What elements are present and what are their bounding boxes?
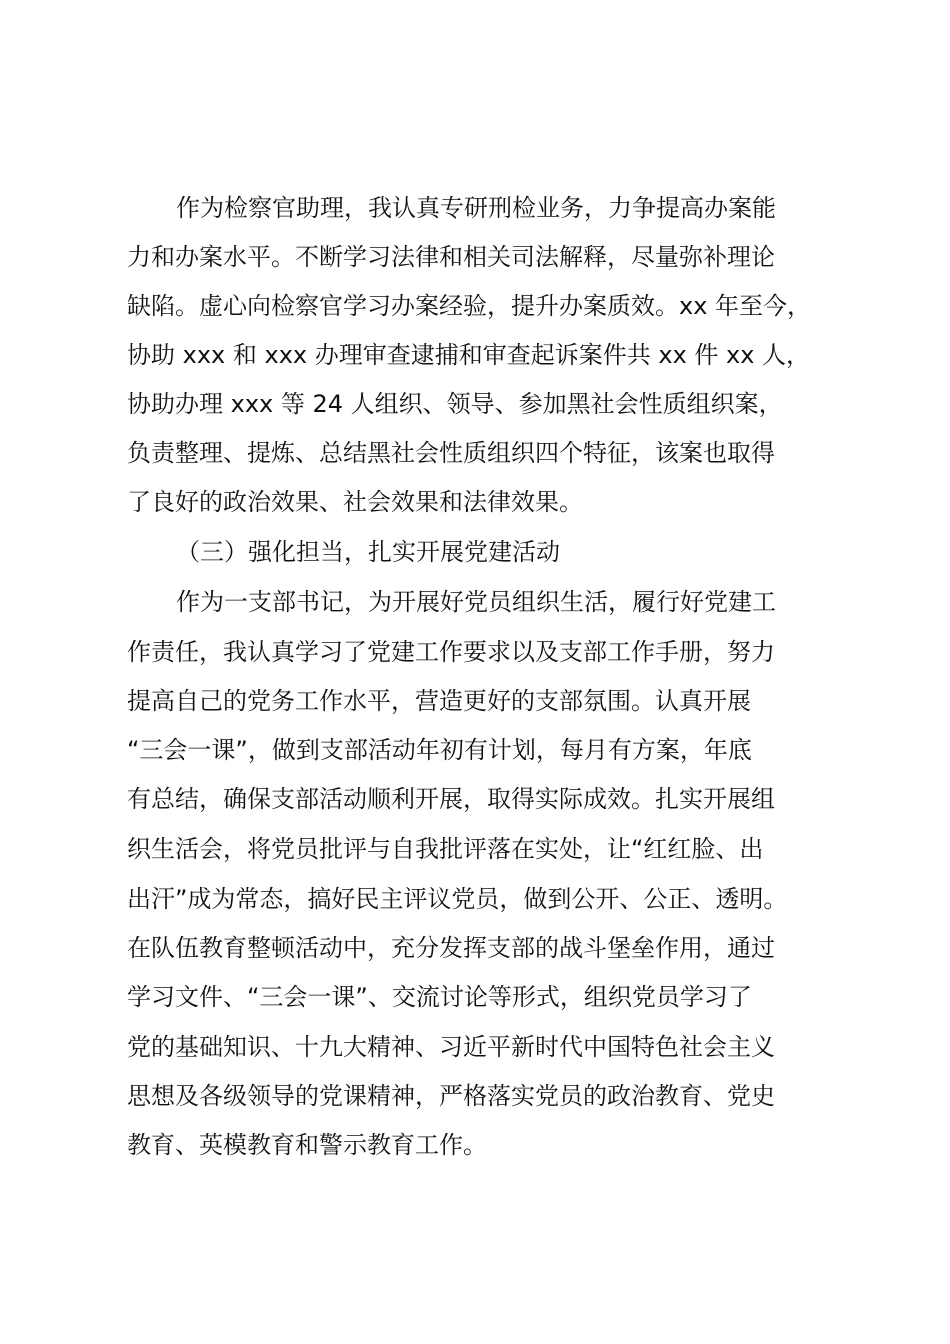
section-heading-3: （三）强化担当，扎实开展党建活动	[176, 538, 560, 566]
paragraph-1-line-3: 缺陷。虚心向检察官学习办案经验，提升办案质效。xx 年至今，	[127, 292, 812, 320]
paragraph-1-line-4: 协助 xxx 和 xxx 办理审查逮捕和审查起诉案件共 xx 件 xx 人，	[127, 341, 811, 369]
paragraph-1-line-1: 作为检察官助理，我认真专研刑检业务，力争提高办案能	[176, 194, 776, 222]
paragraph-2-line-10: 党的基础知识、十九大精神、习近平新时代中国特色社会主义	[127, 1033, 775, 1061]
paragraph-1-line-5: 协助办理 xxx 等 24 人组织、领导、参加黑社会性质组织案，	[127, 390, 783, 418]
paragraph-2-line-12: 教育、英模教育和警示教育工作。	[127, 1131, 487, 1159]
paragraph-2-line-6: 织生活会，将党员批评与自我批评落在实处，让“红红脸、出	[127, 835, 764, 863]
paragraph-1-line-6: 负责整理、提炼、总结黑社会性质组织四个特征，该案也取得	[127, 439, 775, 467]
paragraph-2-line-3: 提高自己的党务工作水平，营造更好的支部氛围。认真开展	[127, 687, 751, 715]
paragraph-2-line-11: 思想及各级领导的党课精神，严格落实党员的政治教育、党史	[127, 1082, 775, 1110]
paragraph-2-line-4: “三会一课”，做到支部活动年初有计划，每月有方案，年底	[127, 736, 752, 764]
paragraph-2-line-5: 有总结，确保支部活动顺利开展，取得实际成效。扎实开展组	[127, 785, 775, 813]
paragraph-2-line-8: 在队伍教育整顿活动中，充分发挥支部的战斗堡垒作用，通过	[127, 934, 775, 962]
paragraph-2-line-2: 作责任，我认真学习了党建工作要求以及支部工作手册，努力	[127, 638, 775, 666]
paragraph-2-line-7: 出汗”成为常态，搞好民主评议党员，做到公开、公正、透明。	[127, 885, 788, 913]
paragraph-1-line-7: 了良好的政治效果、社会效果和法律效果。	[127, 488, 583, 516]
paragraph-2-line-9: 学习文件、“三会一课”、交流讨论等形式，组织党员学习了	[127, 983, 752, 1011]
paragraph-1-line-2: 力和办案水平。不断学习法律和相关司法解释，尽量弥补理论	[127, 243, 775, 271]
paragraph-2-line-1: 作为一支部书记，为开展好党员组织生活，履行好党建工	[176, 588, 776, 616]
